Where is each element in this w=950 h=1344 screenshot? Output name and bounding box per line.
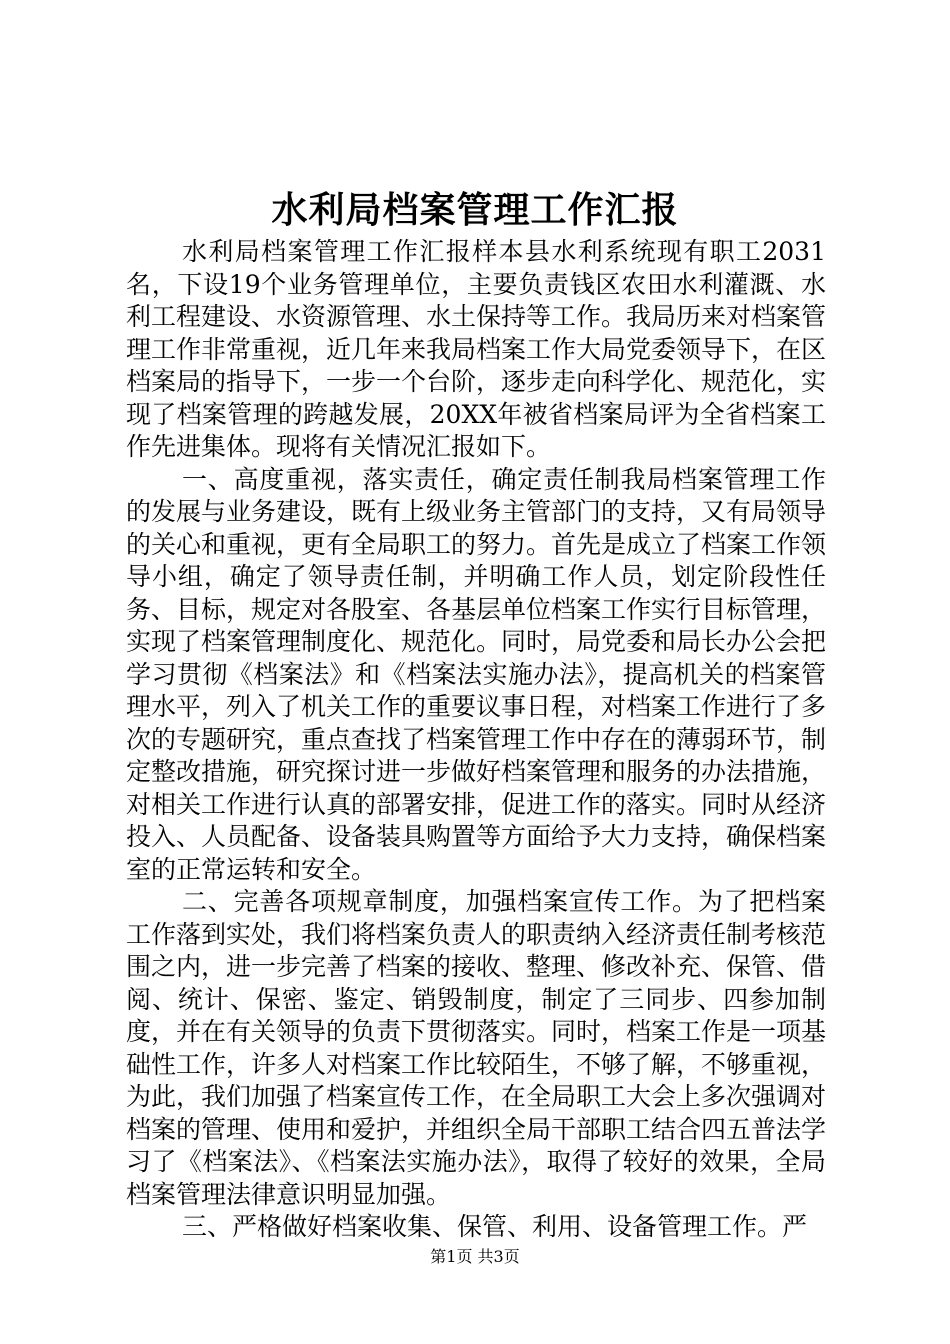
paragraph-section-2: 二、完善各项规章制度，加强档案宣传工作。为了把档案工作落到实处，我们将档案负责人的职责纳入经济责任制考核范围之内，进一步完善了档案的接收、整理、修改补充、保管、借阅、统计、保密、鉴定、销毁制度，制定了三同步、四参加制度，并在有关领导的负责下贯彻落实。同时，档案工作是一项基础性工作，许多人对档案工作比较陌生，不够了解，不够重视，为此，我们加强了档案宣传工作，在全局职工大会上多次强调对档案的管理、使用和爱护，并组织全局干部职工结合四五普法学习了《档案法》、《档案法实施办法》，取得了较好的效果，全局档案管理法律意识明显加强。 xyxy=(126,887,827,1209)
paragraph-section-1: 一、高度重视，落实责任，确定责任制我局档案管理工作的发展与业务建设，既有上级业务主管部门的支持，又有局领导的关心和重视，更有全局职工的努力。首先是成立了档案工作领导小组，确定了领导责任制，并明确工作人员，划定阶段性任务、目标，规定对各股室、各基层单位档案工作实行目标管理，实现了档案管理制度化、规范化。同时，局党委和局长办公会把学习贯彻《档案法》和《档案法实施办法》，提高机关的档案管理水平，列入了机关工作的重要议事日程，对档案工作进行了多次的专题研究，重点查找了档案管理工作中存在的薄弱环节，制定整改措施，研究探讨进一步做好档案管理和服务的办法措施，对相关工作进行认真的部署安排，促进工作的落实。同时从经济投入、人员配备、设备装具购置等方面给予大力支持，确保档案室的正常运转和安全。 xyxy=(126,464,827,884)
paragraph-section-3: 三、严格做好档案收集、保管、利用、设备管理工作。严 xyxy=(182,1212,808,1241)
document-title: 水利局档案管理工作汇报 xyxy=(271,189,679,231)
document-body xyxy=(126,236,826,1244)
page-footer: 第1页 共3页 xyxy=(430,1247,520,1266)
paragraph-intro: 水利局档案管理工作汇报样本县水利系统现有职工2031名，下设19个业务管理单位，主要负责钱区农田水利灌溉、水利工程建设、水资源管理、水土保持等工作。我局历来对档案管理工作非常重视，近几年来我局档案工作大局党委领导下，在区档案局的指导下，一步一个台阶，逐步走向科学化、规范化，实现了档案管理的跨越发展，20XX年被省档案局评为全省档案工作先进集体。现将有关情况汇报如下。 xyxy=(126,237,827,461)
